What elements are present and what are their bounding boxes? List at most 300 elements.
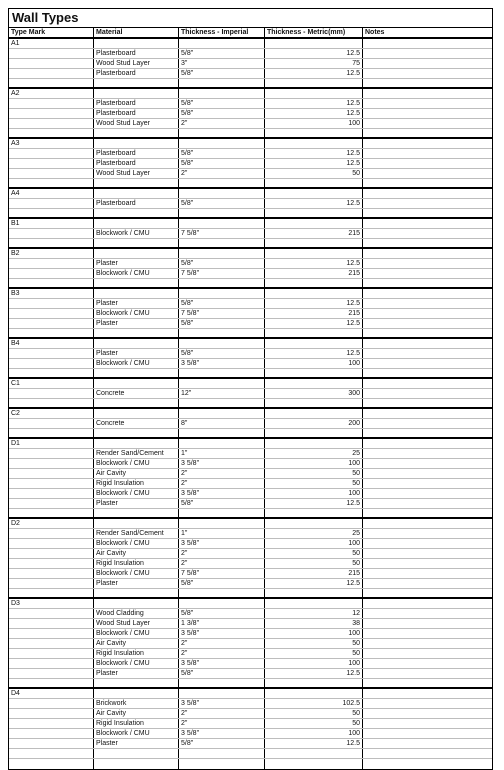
empty-cell xyxy=(9,509,94,517)
metric-cell xyxy=(265,599,363,608)
imperial-cell: 5/8" xyxy=(179,69,265,78)
material-cell: Blockwork / CMU xyxy=(94,569,179,578)
empty-cell xyxy=(363,239,492,247)
type-mark-cell: A4 xyxy=(9,189,94,198)
imperial-cell xyxy=(179,439,265,448)
notes-cell xyxy=(363,609,492,618)
notes-cell xyxy=(363,229,492,238)
notes-cell xyxy=(363,479,492,488)
type-mark-cell: D1 xyxy=(9,439,94,448)
imperial-cell xyxy=(179,289,265,298)
material-cell: Blockwork / CMU xyxy=(94,459,179,468)
type-mark-cell xyxy=(9,609,94,618)
type-mark-cell xyxy=(9,699,94,708)
imperial-cell xyxy=(179,89,265,98)
spacer-row xyxy=(9,759,492,769)
empty-cell xyxy=(9,749,94,758)
imperial-cell: 3" xyxy=(179,59,265,68)
type-mark-cell xyxy=(9,529,94,538)
table-row xyxy=(9,139,492,149)
empty-cell xyxy=(265,679,363,687)
material-cell: Blockwork / CMU xyxy=(94,229,179,238)
type-mark-cell xyxy=(9,619,94,628)
type-mark-cell xyxy=(9,159,94,168)
empty-cell xyxy=(265,129,363,137)
metric-cell: 50 xyxy=(265,169,363,178)
imperial-cell: 5/8" xyxy=(179,499,265,508)
table-row xyxy=(9,409,492,419)
type-mark-cell xyxy=(9,579,94,588)
empty-cell xyxy=(363,129,492,137)
header-notes: Notes xyxy=(365,29,385,36)
spacer-row xyxy=(9,279,492,289)
empty-cell xyxy=(94,79,179,87)
empty-cell xyxy=(363,589,492,597)
metric-cell: 12.5 xyxy=(265,499,363,508)
imperial-cell: 1" xyxy=(179,449,265,458)
material-cell xyxy=(94,439,179,448)
notes-cell xyxy=(363,739,492,748)
empty-cell xyxy=(265,399,363,407)
metric-cell: 100 xyxy=(265,359,363,368)
material-cell: Plasterboard xyxy=(94,69,179,78)
empty-cell xyxy=(9,279,94,287)
table-row xyxy=(9,689,492,699)
imperial-cell: 3 5/8" xyxy=(179,729,265,738)
type-mark-cell: B3 xyxy=(9,289,94,298)
material-cell xyxy=(94,689,179,698)
type-mark-cell xyxy=(9,229,94,238)
imperial-cell: 12" xyxy=(179,389,265,398)
type-mark-cell xyxy=(9,479,94,488)
metric-cell xyxy=(265,189,363,198)
material-cell: Plaster xyxy=(94,319,179,328)
notes-cell xyxy=(363,409,492,418)
imperial-cell: 5/8" xyxy=(179,669,265,678)
type-mark-cell: A3 xyxy=(9,139,94,148)
empty-cell xyxy=(265,209,363,217)
notes-cell xyxy=(363,539,492,548)
material-cell: Blockwork / CMU xyxy=(94,729,179,738)
imperial-cell xyxy=(179,139,265,148)
notes-cell xyxy=(363,699,492,708)
imperial-cell xyxy=(179,189,265,198)
empty-cell xyxy=(179,239,265,247)
table-row xyxy=(9,619,492,629)
metric-cell xyxy=(265,519,363,528)
material-cell: Concrete xyxy=(94,419,179,428)
imperial-cell xyxy=(179,39,265,48)
table-row xyxy=(9,719,492,729)
metric-cell xyxy=(265,139,363,148)
table-row xyxy=(9,629,492,639)
empty-cell xyxy=(265,429,363,437)
metric-cell xyxy=(265,689,363,698)
table-row xyxy=(9,169,492,179)
empty-cell xyxy=(363,429,492,437)
empty-cell xyxy=(9,239,94,247)
spacer-row xyxy=(9,589,492,599)
notes-cell xyxy=(363,319,492,328)
imperial-cell xyxy=(179,249,265,258)
table-row xyxy=(9,709,492,719)
imperial-cell: 2" xyxy=(179,709,265,718)
table-row xyxy=(9,599,492,609)
table-row xyxy=(9,449,492,459)
notes-cell xyxy=(363,99,492,108)
metric-cell: 12.5 xyxy=(265,349,363,358)
imperial-cell: 8" xyxy=(179,419,265,428)
table-row xyxy=(9,199,492,209)
empty-cell xyxy=(94,179,179,187)
notes-cell xyxy=(363,489,492,498)
spacer-row xyxy=(9,369,492,379)
imperial-cell: 3 5/8" xyxy=(179,359,265,368)
notes-cell xyxy=(363,149,492,158)
type-mark-cell xyxy=(9,469,94,478)
material-cell: Air Cavity xyxy=(94,709,179,718)
imperial-cell xyxy=(179,689,265,698)
table-row xyxy=(9,309,492,319)
material-cell: Rigid Insulation xyxy=(94,479,179,488)
imperial-cell: 2" xyxy=(179,169,265,178)
material-cell xyxy=(94,39,179,48)
empty-cell xyxy=(179,369,265,377)
type-mark-cell xyxy=(9,69,94,78)
empty-cell xyxy=(94,429,179,437)
metric-cell: 12.5 xyxy=(265,739,363,748)
empty-cell xyxy=(363,79,492,87)
metric-cell: 100 xyxy=(265,459,363,468)
material-cell xyxy=(94,379,179,388)
type-mark-cell xyxy=(9,349,94,358)
empty-cell xyxy=(179,759,265,769)
material-cell: Brickwork xyxy=(94,699,179,708)
imperial-cell: 5/8" xyxy=(179,109,265,118)
metric-cell: 100 xyxy=(265,629,363,638)
metric-cell: 75 xyxy=(265,59,363,68)
notes-cell xyxy=(363,469,492,478)
type-mark-cell xyxy=(9,259,94,268)
notes-cell xyxy=(363,139,492,148)
type-mark-cell xyxy=(9,389,94,398)
type-mark-cell xyxy=(9,199,94,208)
table-row xyxy=(9,379,492,389)
schedule-title: Wall Types xyxy=(9,9,492,28)
imperial-cell: 2" xyxy=(179,469,265,478)
material-cell: Blockwork / CMU xyxy=(94,359,179,368)
empty-cell xyxy=(179,429,265,437)
table-row xyxy=(9,339,492,349)
notes-cell xyxy=(363,719,492,728)
notes-cell xyxy=(363,439,492,448)
empty-cell xyxy=(94,329,179,337)
metric-cell: 50 xyxy=(265,649,363,658)
material-cell xyxy=(94,409,179,418)
type-mark-cell xyxy=(9,99,94,108)
notes-cell xyxy=(363,449,492,458)
imperial-cell: 1" xyxy=(179,529,265,538)
spacer-row xyxy=(9,209,492,219)
imperial-cell: 5/8" xyxy=(179,49,265,58)
imperial-cell: 7 5/8" xyxy=(179,269,265,278)
spacer-row xyxy=(9,679,492,689)
material-cell: Plasterboard xyxy=(94,159,179,168)
imperial-cell xyxy=(179,599,265,608)
imperial-cell: 5/8" xyxy=(179,159,265,168)
empty-cell xyxy=(265,509,363,517)
table-row xyxy=(9,469,492,479)
metric-cell: 12.5 xyxy=(265,149,363,158)
metric-cell: 12.5 xyxy=(265,669,363,678)
table-row xyxy=(9,149,492,159)
empty-cell xyxy=(9,679,94,687)
metric-cell xyxy=(265,439,363,448)
metric-cell xyxy=(265,89,363,98)
type-mark-cell xyxy=(9,149,94,158)
table-row xyxy=(9,609,492,619)
schedule-body xyxy=(9,39,492,769)
table-row xyxy=(9,499,492,509)
empty-cell xyxy=(363,179,492,187)
empty-cell xyxy=(179,79,265,87)
table-row xyxy=(9,479,492,489)
empty-cell xyxy=(179,329,265,337)
notes-cell xyxy=(363,259,492,268)
type-mark-cell xyxy=(9,739,94,748)
notes-cell xyxy=(363,579,492,588)
table-row xyxy=(9,89,492,99)
empty-cell xyxy=(179,749,265,758)
imperial-cell: 2" xyxy=(179,559,265,568)
type-mark-cell xyxy=(9,119,94,128)
table-row xyxy=(9,729,492,739)
imperial-cell: 2" xyxy=(179,719,265,728)
imperial-cell: 2" xyxy=(179,649,265,658)
type-mark-cell xyxy=(9,299,94,308)
metric-cell xyxy=(265,39,363,48)
empty-cell xyxy=(179,279,265,287)
notes-cell xyxy=(363,69,492,78)
metric-cell: 12.5 xyxy=(265,69,363,78)
type-mark-cell xyxy=(9,559,94,568)
table-row xyxy=(9,189,492,199)
imperial-cell xyxy=(179,379,265,388)
notes-cell xyxy=(363,659,492,668)
notes-cell xyxy=(363,709,492,718)
table-row xyxy=(9,249,492,259)
notes-cell xyxy=(363,649,492,658)
imperial-cell: 7 5/8" xyxy=(179,229,265,238)
table-row xyxy=(9,649,492,659)
empty-cell xyxy=(9,79,94,87)
notes-cell xyxy=(363,219,492,228)
imperial-cell: 2" xyxy=(179,549,265,558)
type-mark-cell xyxy=(9,639,94,648)
notes-cell xyxy=(363,599,492,608)
table-row xyxy=(9,39,492,49)
metric-cell: 215 xyxy=(265,229,363,238)
spacer-row xyxy=(9,329,492,339)
imperial-cell xyxy=(179,409,265,418)
table-row xyxy=(9,669,492,679)
type-mark-cell: D3 xyxy=(9,599,94,608)
table-row xyxy=(9,99,492,109)
empty-cell xyxy=(179,509,265,517)
spacer-row xyxy=(9,239,492,249)
empty-cell xyxy=(94,239,179,247)
imperial-cell: 7 5/8" xyxy=(179,309,265,318)
metric-cell: 215 xyxy=(265,309,363,318)
metric-cell: 50 xyxy=(265,719,363,728)
type-mark-cell xyxy=(9,169,94,178)
type-mark-cell xyxy=(9,359,94,368)
notes-cell xyxy=(363,379,492,388)
imperial-cell xyxy=(179,339,265,348)
type-mark-cell xyxy=(9,549,94,558)
metric-cell: 12.5 xyxy=(265,299,363,308)
material-cell: Rigid Insulation xyxy=(94,649,179,658)
empty-cell xyxy=(94,129,179,137)
empty-cell xyxy=(9,329,94,337)
imperial-cell: 2" xyxy=(179,479,265,488)
material-cell: Blockwork / CMU xyxy=(94,309,179,318)
table-row xyxy=(9,539,492,549)
notes-cell xyxy=(363,169,492,178)
spacer-row xyxy=(9,749,492,759)
imperial-cell: 5/8" xyxy=(179,319,265,328)
notes-cell xyxy=(363,519,492,528)
empty-cell xyxy=(94,759,179,769)
table-row xyxy=(9,659,492,669)
empty-cell xyxy=(179,129,265,137)
imperial-cell: 5/8" xyxy=(179,259,265,268)
metric-cell: 12.5 xyxy=(265,199,363,208)
empty-cell xyxy=(179,589,265,597)
imperial-cell: 3 5/8" xyxy=(179,459,265,468)
imperial-cell: 5/8" xyxy=(179,199,265,208)
metric-cell: 50 xyxy=(265,549,363,558)
imperial-cell: 5/8" xyxy=(179,99,265,108)
metric-cell: 38 xyxy=(265,619,363,628)
metric-cell: 100 xyxy=(265,489,363,498)
notes-cell xyxy=(363,59,492,68)
empty-cell xyxy=(265,179,363,187)
table-row xyxy=(9,549,492,559)
type-mark-cell xyxy=(9,459,94,468)
empty-cell xyxy=(265,79,363,87)
table-row xyxy=(9,739,492,749)
material-cell: Wood Stud Layer xyxy=(94,119,179,128)
metric-cell: 102.5 xyxy=(265,699,363,708)
metric-cell xyxy=(265,219,363,228)
type-mark-cell xyxy=(9,309,94,318)
metric-cell: 50 xyxy=(265,639,363,648)
imperial-cell: 3 5/8" xyxy=(179,539,265,548)
metric-cell: 215 xyxy=(265,269,363,278)
empty-cell xyxy=(9,369,94,377)
empty-cell xyxy=(265,759,363,769)
metric-cell: 12.5 xyxy=(265,319,363,328)
table-row xyxy=(9,439,492,449)
notes-cell xyxy=(363,269,492,278)
empty-cell xyxy=(9,589,94,597)
notes-cell xyxy=(363,669,492,678)
metric-cell: 25 xyxy=(265,449,363,458)
notes-cell xyxy=(363,339,492,348)
type-mark-cell xyxy=(9,419,94,428)
empty-cell xyxy=(94,279,179,287)
table-row xyxy=(9,229,492,239)
notes-cell xyxy=(363,49,492,58)
spacer-row xyxy=(9,79,492,89)
notes-cell xyxy=(363,389,492,398)
material-cell: Wood Stud Layer xyxy=(94,59,179,68)
metric-cell: 300 xyxy=(265,389,363,398)
notes-cell xyxy=(363,189,492,198)
type-mark-cell: A1 xyxy=(9,39,94,48)
table-row xyxy=(9,59,492,69)
spacer-row xyxy=(9,509,492,519)
imperial-cell: 7 5/8" xyxy=(179,569,265,578)
notes-cell xyxy=(363,569,492,578)
table-row xyxy=(9,459,492,469)
imperial-cell: 5/8" xyxy=(179,579,265,588)
empty-cell xyxy=(265,749,363,758)
material-cell: Air Cavity xyxy=(94,639,179,648)
notes-cell xyxy=(363,299,492,308)
metric-cell: 100 xyxy=(265,659,363,668)
empty-cell xyxy=(94,749,179,758)
header-material: Material xyxy=(94,28,179,37)
table-row xyxy=(9,219,492,229)
type-mark-cell xyxy=(9,269,94,278)
metric-cell: 25 xyxy=(265,529,363,538)
metric-cell xyxy=(265,339,363,348)
material-cell: Plasterboard xyxy=(94,149,179,158)
metric-cell: 12.5 xyxy=(265,49,363,58)
material-cell: Blockwork / CMU xyxy=(94,539,179,548)
metric-cell: 100 xyxy=(265,119,363,128)
imperial-cell: 3 5/8" xyxy=(179,489,265,498)
type-mark-cell: D4 xyxy=(9,689,94,698)
table-row xyxy=(9,489,492,499)
imperial-cell: 5/8" xyxy=(179,349,265,358)
empty-cell xyxy=(363,279,492,287)
material-cell: Air Cavity xyxy=(94,469,179,478)
empty-cell xyxy=(363,329,492,337)
notes-cell xyxy=(363,639,492,648)
metric-cell: 12 xyxy=(265,609,363,618)
type-mark-cell xyxy=(9,649,94,658)
metric-cell: 100 xyxy=(265,539,363,548)
empty-cell xyxy=(94,679,179,687)
material-cell xyxy=(94,249,179,258)
metric-cell: 12.5 xyxy=(265,109,363,118)
metric-cell: 50 xyxy=(265,479,363,488)
material-cell: Rigid Insulation xyxy=(94,719,179,728)
empty-cell xyxy=(265,239,363,247)
wall-types-schedule xyxy=(8,8,493,770)
material-cell: Plaster xyxy=(94,739,179,748)
material-cell: Blockwork / CMU xyxy=(94,269,179,278)
empty-cell xyxy=(363,509,492,517)
imperial-cell xyxy=(179,519,265,528)
notes-cell xyxy=(363,119,492,128)
empty-cell xyxy=(9,399,94,407)
empty-cell xyxy=(363,759,492,769)
empty-cell xyxy=(179,179,265,187)
